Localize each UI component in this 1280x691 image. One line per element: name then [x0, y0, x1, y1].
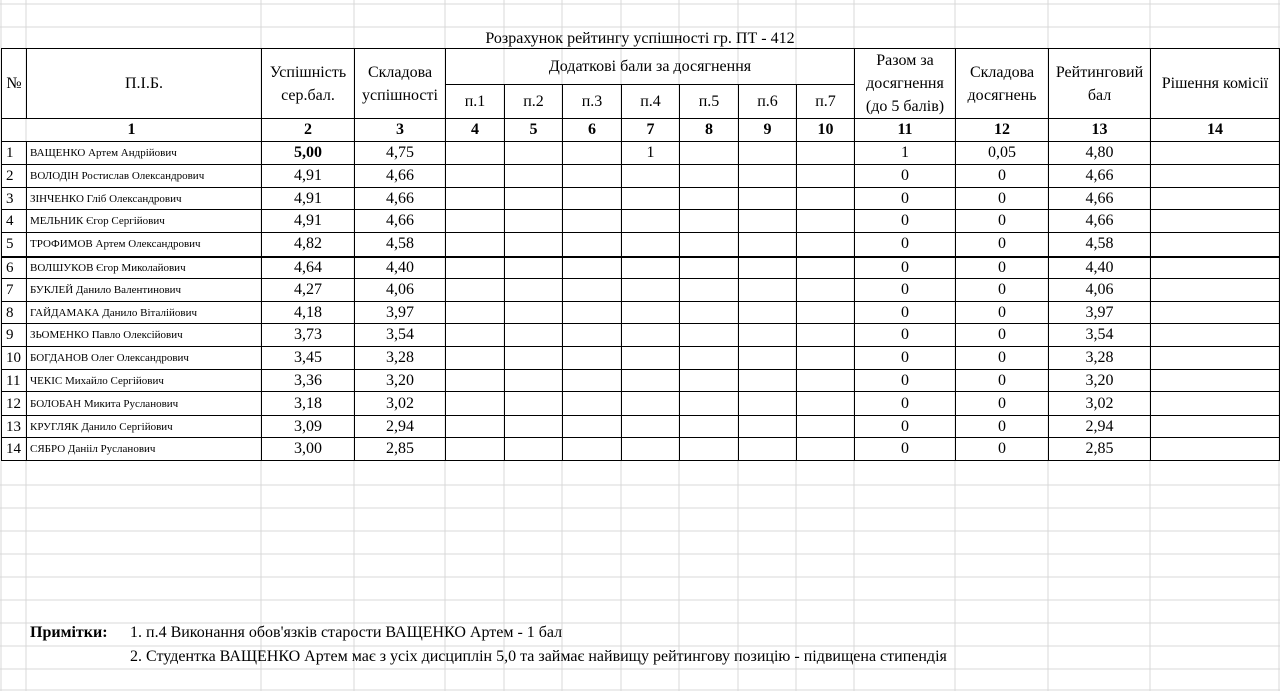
achievement-total-cell[interactable]: 1 — [855, 142, 956, 165]
row-number-cell[interactable]: 3 — [2, 188, 27, 210]
bonus-cell[interactable] — [739, 370, 797, 392]
achievement-component-cell[interactable]: 0 — [956, 188, 1049, 210]
bonus-cell[interactable] — [680, 347, 739, 370]
performance-component-cell[interactable]: 4,06 — [355, 279, 446, 302]
avg-grade-cell[interactable]: 4,82 — [262, 233, 355, 257]
column-number-cell[interactable]: 6 — [563, 119, 622, 142]
bonus-cell[interactable] — [563, 324, 622, 347]
achievement-component-cell[interactable]: 0,05 — [956, 142, 1049, 165]
rating-score-cell[interactable]: 3,97 — [1049, 302, 1151, 324]
commission-decision-cell[interactable] — [1151, 324, 1280, 347]
avg-grade-cell[interactable]: 4,91 — [262, 188, 355, 210]
table-row — [2, 302, 1280, 324]
commission-decision-cell[interactable] — [1151, 438, 1280, 461]
rating-score-cell[interactable]: 3,20 — [1049, 370, 1151, 392]
commission-decision-cell[interactable] — [1151, 210, 1280, 233]
bonus-cell[interactable] — [739, 302, 797, 324]
bonus-cell[interactable] — [446, 257, 505, 279]
column-number-cell[interactable]: 3 — [355, 119, 446, 142]
performance-component-cell[interactable]: 2,85 — [355, 438, 446, 461]
commission-decision-cell[interactable] — [1151, 416, 1280, 438]
bonus-cell[interactable] — [505, 257, 563, 279]
achievement-total-cell[interactable]: 0 — [855, 324, 956, 347]
achievement-component-cell[interactable]: 0 — [956, 233, 1049, 257]
bonus-cell[interactable] — [797, 279, 855, 302]
bonus-cell[interactable] — [797, 188, 855, 210]
student-name-cell[interactable]: КРУГЛЯК Данило Сергійович — [27, 416, 262, 438]
bonus-cell[interactable] — [680, 142, 739, 165]
bonus-cell[interactable] — [680, 438, 739, 461]
achievement-component-cell[interactable]: 0 — [956, 257, 1049, 279]
rating-score-cell[interactable]: 4,80 — [1049, 142, 1151, 165]
bonus-cell[interactable] — [505, 438, 563, 461]
bonus-cell[interactable] — [505, 233, 563, 257]
commission-decision-cell[interactable] — [1151, 165, 1280, 188]
bonus-cell[interactable]: 1 — [622, 142, 680, 165]
bonus-cell[interactable] — [739, 279, 797, 302]
achievement-component-cell[interactable]: 0 — [956, 165, 1049, 188]
column-number-cell[interactable]: 2 — [262, 119, 355, 142]
bonus-cell[interactable] — [622, 210, 680, 233]
table-row — [2, 142, 1280, 165]
header-decision[interactable]: Рішення комісії — [1151, 49, 1280, 119]
rating-score-cell[interactable]: 4,58 — [1049, 233, 1151, 257]
bonus-cell[interactable] — [446, 142, 505, 165]
bonus-cell[interactable] — [563, 233, 622, 257]
achievement-total-cell[interactable]: 0 — [855, 279, 956, 302]
bonus-cell[interactable] — [797, 416, 855, 438]
bonus-cell[interactable] — [622, 370, 680, 392]
bonus-cell[interactable] — [563, 370, 622, 392]
bonus-cell[interactable] — [680, 210, 739, 233]
row-number-cell[interactable]: 6 — [2, 257, 27, 279]
note-item: 1. п.4 Виконання обов'язків старости ВАЩЕНКО Артем - 1 бал — [130, 624, 563, 641]
bonus-cell[interactable] — [446, 188, 505, 210]
bonus-cell[interactable] — [622, 416, 680, 438]
bonus-cell[interactable] — [680, 416, 739, 438]
bonus-cell[interactable] — [622, 188, 680, 210]
header-total[interactable]: Разом за досягнення (до 5 балів) — [855, 49, 956, 119]
achievement-component-cell[interactable]: 0 — [956, 210, 1049, 233]
bonus-cell[interactable] — [563, 142, 622, 165]
column-number-cell[interactable]: 10 — [797, 119, 855, 142]
note-item: 2. Студентка ВАЩЕНКО Артем має з усіх дисциплін 5,0 та займає найвищу рейтингову позицію - підвищена стипендія — [130, 648, 947, 665]
row-number-cell[interactable]: 8 — [2, 302, 27, 324]
column-number-cell[interactable]: 7 — [622, 119, 680, 142]
table-row — [2, 257, 1280, 279]
achievement-total-cell[interactable]: 0 — [855, 392, 956, 416]
avg-grade-cell[interactable]: 5,00 — [262, 142, 355, 165]
commission-decision-cell[interactable] — [1151, 257, 1280, 279]
bonus-cell[interactable] — [622, 279, 680, 302]
achievement-component-cell[interactable]: 0 — [956, 324, 1049, 347]
table-body — [2, 142, 1280, 461]
table-row — [2, 347, 1280, 370]
row-number-cell[interactable]: 14 — [2, 438, 27, 461]
achievement-total-cell[interactable]: 0 — [855, 188, 956, 210]
bonus-cell[interactable] — [505, 165, 563, 188]
header-rating[interactable]: Рейтинговий бал — [1049, 49, 1151, 119]
rating-score-cell[interactable]: 4,40 — [1049, 257, 1151, 279]
header-bonus-col[interactable]: п.3 — [563, 85, 622, 119]
header-num[interactable]: № — [2, 49, 27, 119]
student-name-cell[interactable]: ГАЙДАМАКА Данило Віталійович — [27, 302, 262, 324]
avg-grade-cell[interactable]: 4,18 — [262, 302, 355, 324]
avg-grade-cell[interactable]: 3,18 — [262, 392, 355, 416]
bonus-cell[interactable] — [622, 392, 680, 416]
bonus-cell[interactable] — [680, 165, 739, 188]
rating-score-cell[interactable]: 4,66 — [1049, 165, 1151, 188]
avg-grade-cell[interactable]: 3,73 — [262, 324, 355, 347]
bonus-cell[interactable] — [563, 188, 622, 210]
bonus-cell[interactable] — [622, 347, 680, 370]
bonus-cell[interactable] — [797, 165, 855, 188]
student-name-cell[interactable]: ЗЬОМЕНКО Павло Олексійович — [27, 324, 262, 347]
performance-component-cell[interactable]: 3,97 — [355, 302, 446, 324]
bonus-cell[interactable] — [446, 416, 505, 438]
bonus-cell[interactable] — [797, 142, 855, 165]
bonus-cell[interactable] — [446, 324, 505, 347]
bonus-cell[interactable] — [680, 188, 739, 210]
bonus-cell[interactable] — [680, 392, 739, 416]
commission-decision-cell[interactable] — [1151, 392, 1280, 416]
bonus-cell[interactable] — [680, 302, 739, 324]
achievement-component-cell[interactable]: 0 — [956, 370, 1049, 392]
achievement-total-cell[interactable]: 0 — [855, 438, 956, 461]
commission-decision-cell[interactable] — [1151, 279, 1280, 302]
bonus-cell[interactable] — [505, 370, 563, 392]
row-number-cell[interactable]: 5 — [2, 233, 27, 257]
table-row — [2, 438, 1280, 461]
achievement-total-cell[interactable]: 0 — [855, 233, 956, 257]
table-row — [2, 416, 1280, 438]
bonus-cell[interactable] — [505, 210, 563, 233]
header-bonus-col[interactable]: п.1 — [446, 85, 505, 119]
table-row — [2, 279, 1280, 302]
bonus-cell[interactable] — [797, 210, 855, 233]
header-bonus-col[interactable]: п.5 — [680, 85, 739, 119]
row-number-cell[interactable]: 10 — [2, 347, 27, 370]
bonus-cell[interactable] — [797, 233, 855, 257]
student-name-cell[interactable]: ТРОФИМОВ Артем Олександрович — [27, 233, 262, 257]
rating-score-cell[interactable]: 3,02 — [1049, 392, 1151, 416]
bonus-cell[interactable] — [680, 370, 739, 392]
bonus-cell[interactable] — [446, 233, 505, 257]
rating-table — [1, 48, 1280, 461]
row-number-cell[interactable]: 12 — [2, 392, 27, 416]
student-name-cell[interactable]: БОЛОБАН Микита Русланович — [27, 392, 262, 416]
bonus-cell[interactable] — [563, 392, 622, 416]
achievement-component-cell[interactable]: 0 — [956, 392, 1049, 416]
commission-decision-cell[interactable] — [1151, 142, 1280, 165]
bonus-cell[interactable] — [563, 165, 622, 188]
performance-component-cell[interactable]: 3,20 — [355, 370, 446, 392]
student-name-cell[interactable]: БУКЛЕЙ Данило Валентинович — [27, 279, 262, 302]
avg-grade-cell[interactable]: 3,45 — [262, 347, 355, 370]
performance-component-cell[interactable]: 4,40 — [355, 257, 446, 279]
bonus-cell[interactable] — [505, 347, 563, 370]
row-number-cell[interactable]: 4 — [2, 210, 27, 233]
avg-grade-cell[interactable]: 3,00 — [262, 438, 355, 461]
column-number-cell[interactable]: 9 — [739, 119, 797, 142]
bonus-cell[interactable] — [739, 210, 797, 233]
performance-component-cell[interactable]: 3,54 — [355, 324, 446, 347]
bonus-cell[interactable] — [622, 257, 680, 279]
student-name-cell[interactable]: ЗІНЧЕНКО Гліб Олександрович — [27, 188, 262, 210]
table-row — [2, 392, 1280, 416]
bonus-cell[interactable] — [739, 233, 797, 257]
column-number-cell[interactable]: 4 — [446, 119, 505, 142]
row-number-cell[interactable]: 7 — [2, 279, 27, 302]
column-number-cell[interactable]: 13 — [1049, 119, 1151, 142]
bonus-cell[interactable] — [680, 324, 739, 347]
bonus-cell[interactable] — [563, 438, 622, 461]
bonus-cell[interactable] — [505, 302, 563, 324]
achievement-total-cell[interactable]: 0 — [855, 302, 956, 324]
bonus-cell[interactable] — [739, 188, 797, 210]
student-name-cell[interactable]: ВОЛШУКОВ Єгор Миколайович — [27, 257, 262, 279]
bonus-cell[interactable] — [680, 257, 739, 279]
rating-score-cell[interactable]: 3,28 — [1049, 347, 1151, 370]
column-number-cell[interactable]: 14 — [1151, 119, 1280, 142]
bonus-cell[interactable] — [446, 279, 505, 302]
bonus-cell[interactable] — [739, 142, 797, 165]
row-number-cell[interactable]: 11 — [2, 370, 27, 392]
avg-grade-cell[interactable]: 4,27 — [262, 279, 355, 302]
bonus-cell[interactable] — [622, 324, 680, 347]
student-name-cell[interactable]: МЕЛЬНИК Єгор Сергійович — [27, 210, 262, 233]
rating-score-cell[interactable]: 4,66 — [1049, 188, 1151, 210]
bonus-cell[interactable] — [739, 257, 797, 279]
bonus-cell[interactable] — [622, 302, 680, 324]
bonus-cell[interactable] — [505, 416, 563, 438]
table-row — [2, 370, 1280, 392]
avg-grade-cell[interactable]: 4,91 — [262, 210, 355, 233]
commission-decision-cell[interactable] — [1151, 233, 1280, 257]
achievement-total-cell[interactable]: 0 — [855, 370, 956, 392]
bonus-cell[interactable] — [563, 279, 622, 302]
rating-score-cell[interactable]: 4,66 — [1049, 210, 1151, 233]
header-bonus-col[interactable]: п.7 — [797, 85, 855, 119]
student-name-cell[interactable]: БОГДАНОВ Олег Олександрович — [27, 347, 262, 370]
performance-component-cell[interactable]: 4,66 — [355, 165, 446, 188]
header-name[interactable]: П.І.Б. — [27, 49, 262, 119]
row-number-cell[interactable]: 13 — [2, 416, 27, 438]
performance-component-cell[interactable]: 4,66 — [355, 188, 446, 210]
bonus-cell[interactable] — [622, 233, 680, 257]
avg-grade-cell[interactable]: 4,91 — [262, 165, 355, 188]
avg-grade-cell[interactable]: 3,36 — [262, 370, 355, 392]
commission-decision-cell[interactable] — [1151, 302, 1280, 324]
bonus-cell[interactable] — [739, 324, 797, 347]
row-number-cell[interactable]: 1 — [2, 142, 27, 165]
bonus-cell[interactable] — [563, 416, 622, 438]
bonus-cell[interactable] — [563, 210, 622, 233]
table-row — [2, 324, 1280, 347]
performance-component-cell[interactable]: 3,02 — [355, 392, 446, 416]
bonus-cell[interactable] — [739, 438, 797, 461]
header-bonus-col[interactable]: п.6 — [739, 85, 797, 119]
row-number-cell[interactable]: 9 — [2, 324, 27, 347]
table-row — [2, 233, 1280, 257]
bonus-cell[interactable] — [563, 347, 622, 370]
rating-score-cell[interactable]: 2,94 — [1049, 416, 1151, 438]
header-bonus-col[interactable]: п.4 — [622, 85, 680, 119]
performance-component-cell[interactable]: 4,75 — [355, 142, 446, 165]
table-row — [2, 188, 1280, 210]
bonus-cell[interactable] — [446, 210, 505, 233]
performance-component-cell[interactable]: 4,66 — [355, 210, 446, 233]
achievement-component-cell[interactable]: 0 — [956, 279, 1049, 302]
bonus-cell[interactable] — [505, 324, 563, 347]
sheet-title: Розрахунок рейтингу успішності гр. ПТ - 412 — [485, 30, 795, 47]
bonus-cell[interactable] — [505, 142, 563, 165]
column-number-cell[interactable]: 8 — [680, 119, 739, 142]
bonus-cell[interactable] — [505, 279, 563, 302]
achievement-component-cell[interactable]: 0 — [956, 416, 1049, 438]
bonus-cell[interactable] — [446, 165, 505, 188]
achievement-component-cell[interactable]: 0 — [956, 302, 1049, 324]
commission-decision-cell[interactable] — [1151, 188, 1280, 210]
bonus-cell[interactable] — [797, 347, 855, 370]
achievement-total-cell[interactable]: 0 — [855, 347, 956, 370]
bonus-cell[interactable] — [622, 165, 680, 188]
bonus-cell[interactable] — [739, 165, 797, 188]
table-row — [2, 210, 1280, 233]
commission-decision-cell[interactable] — [1151, 347, 1280, 370]
bonus-cell[interactable] — [505, 392, 563, 416]
header-row-1 — [2, 49, 1280, 85]
bonus-cell[interactable] — [446, 370, 505, 392]
header-bonus-col[interactable]: п.2 — [505, 85, 563, 119]
avg-grade-cell[interactable]: 3,09 — [262, 416, 355, 438]
bonus-cell[interactable] — [446, 438, 505, 461]
rating-score-cell[interactable]: 2,85 — [1049, 438, 1151, 461]
bonus-cell[interactable] — [680, 233, 739, 257]
column-number-cell[interactable]: 11 — [855, 119, 956, 142]
performance-component-cell[interactable]: 4,58 — [355, 233, 446, 257]
bonus-cell[interactable] — [797, 324, 855, 347]
bonus-cell[interactable] — [446, 392, 505, 416]
rating-score-cell[interactable]: 3,54 — [1049, 324, 1151, 347]
bonus-cell[interactable] — [446, 302, 505, 324]
bonus-cell[interactable] — [797, 438, 855, 461]
achievement-total-cell[interactable]: 0 — [855, 416, 956, 438]
bonus-cell[interactable] — [563, 302, 622, 324]
bonus-cell[interactable] — [622, 438, 680, 461]
student-name-cell[interactable]: СЯБРО Данііл Русланович — [27, 438, 262, 461]
achievement-total-cell[interactable]: 0 — [855, 165, 956, 188]
bonus-cell[interactable] — [797, 370, 855, 392]
bonus-cell[interactable] — [739, 416, 797, 438]
student-name-cell[interactable]: ЧЕКІС Михайло Сергійович — [27, 370, 262, 392]
bonus-cell[interactable] — [739, 392, 797, 416]
commission-decision-cell[interactable] — [1151, 370, 1280, 392]
bonus-cell[interactable] — [505, 188, 563, 210]
performance-component-cell[interactable]: 3,28 — [355, 347, 446, 370]
bonus-cell[interactable] — [563, 257, 622, 279]
bonus-cell[interactable] — [739, 347, 797, 370]
notes-label: Примітки: — [30, 624, 108, 641]
achievement-component-cell[interactable]: 0 — [956, 347, 1049, 370]
header-ach[interactable]: Складова досягнень — [956, 49, 1049, 119]
header-bonus-group[interactable]: Додаткові бали за досягнення — [446, 49, 855, 85]
avg-grade-cell[interactable]: 4,64 — [262, 257, 355, 279]
achievement-total-cell[interactable]: 0 — [855, 257, 956, 279]
achievement-component-cell[interactable]: 0 — [956, 438, 1049, 461]
bonus-cell[interactable] — [446, 347, 505, 370]
achievement-total-cell[interactable]: 0 — [855, 210, 956, 233]
rating-score-cell[interactable]: 4,06 — [1049, 279, 1151, 302]
bonus-cell[interactable] — [680, 279, 739, 302]
table-row — [2, 165, 1280, 188]
row-number-cell[interactable]: 2 — [2, 165, 27, 188]
column-number-row — [2, 119, 1280, 142]
header-avg[interactable]: Успішність сер.бал. — [262, 49, 355, 119]
column-number-cell[interactable]: 1 — [2, 119, 262, 142]
bonus-cell[interactable] — [797, 392, 855, 416]
column-number-cell[interactable]: 5 — [505, 119, 563, 142]
performance-component-cell[interactable]: 2,94 — [355, 416, 446, 438]
header-comp[interactable]: Складова успішності — [355, 49, 446, 119]
bonus-cell[interactable] — [797, 302, 855, 324]
column-number-cell[interactable]: 12 — [956, 119, 1049, 142]
student-name-cell[interactable]: ВАЩЕНКО Артем Андрійович — [27, 142, 262, 165]
bonus-cell[interactable] — [797, 257, 855, 279]
student-name-cell[interactable]: ВОЛОДІН Ростислав Олександрович — [27, 165, 262, 188]
